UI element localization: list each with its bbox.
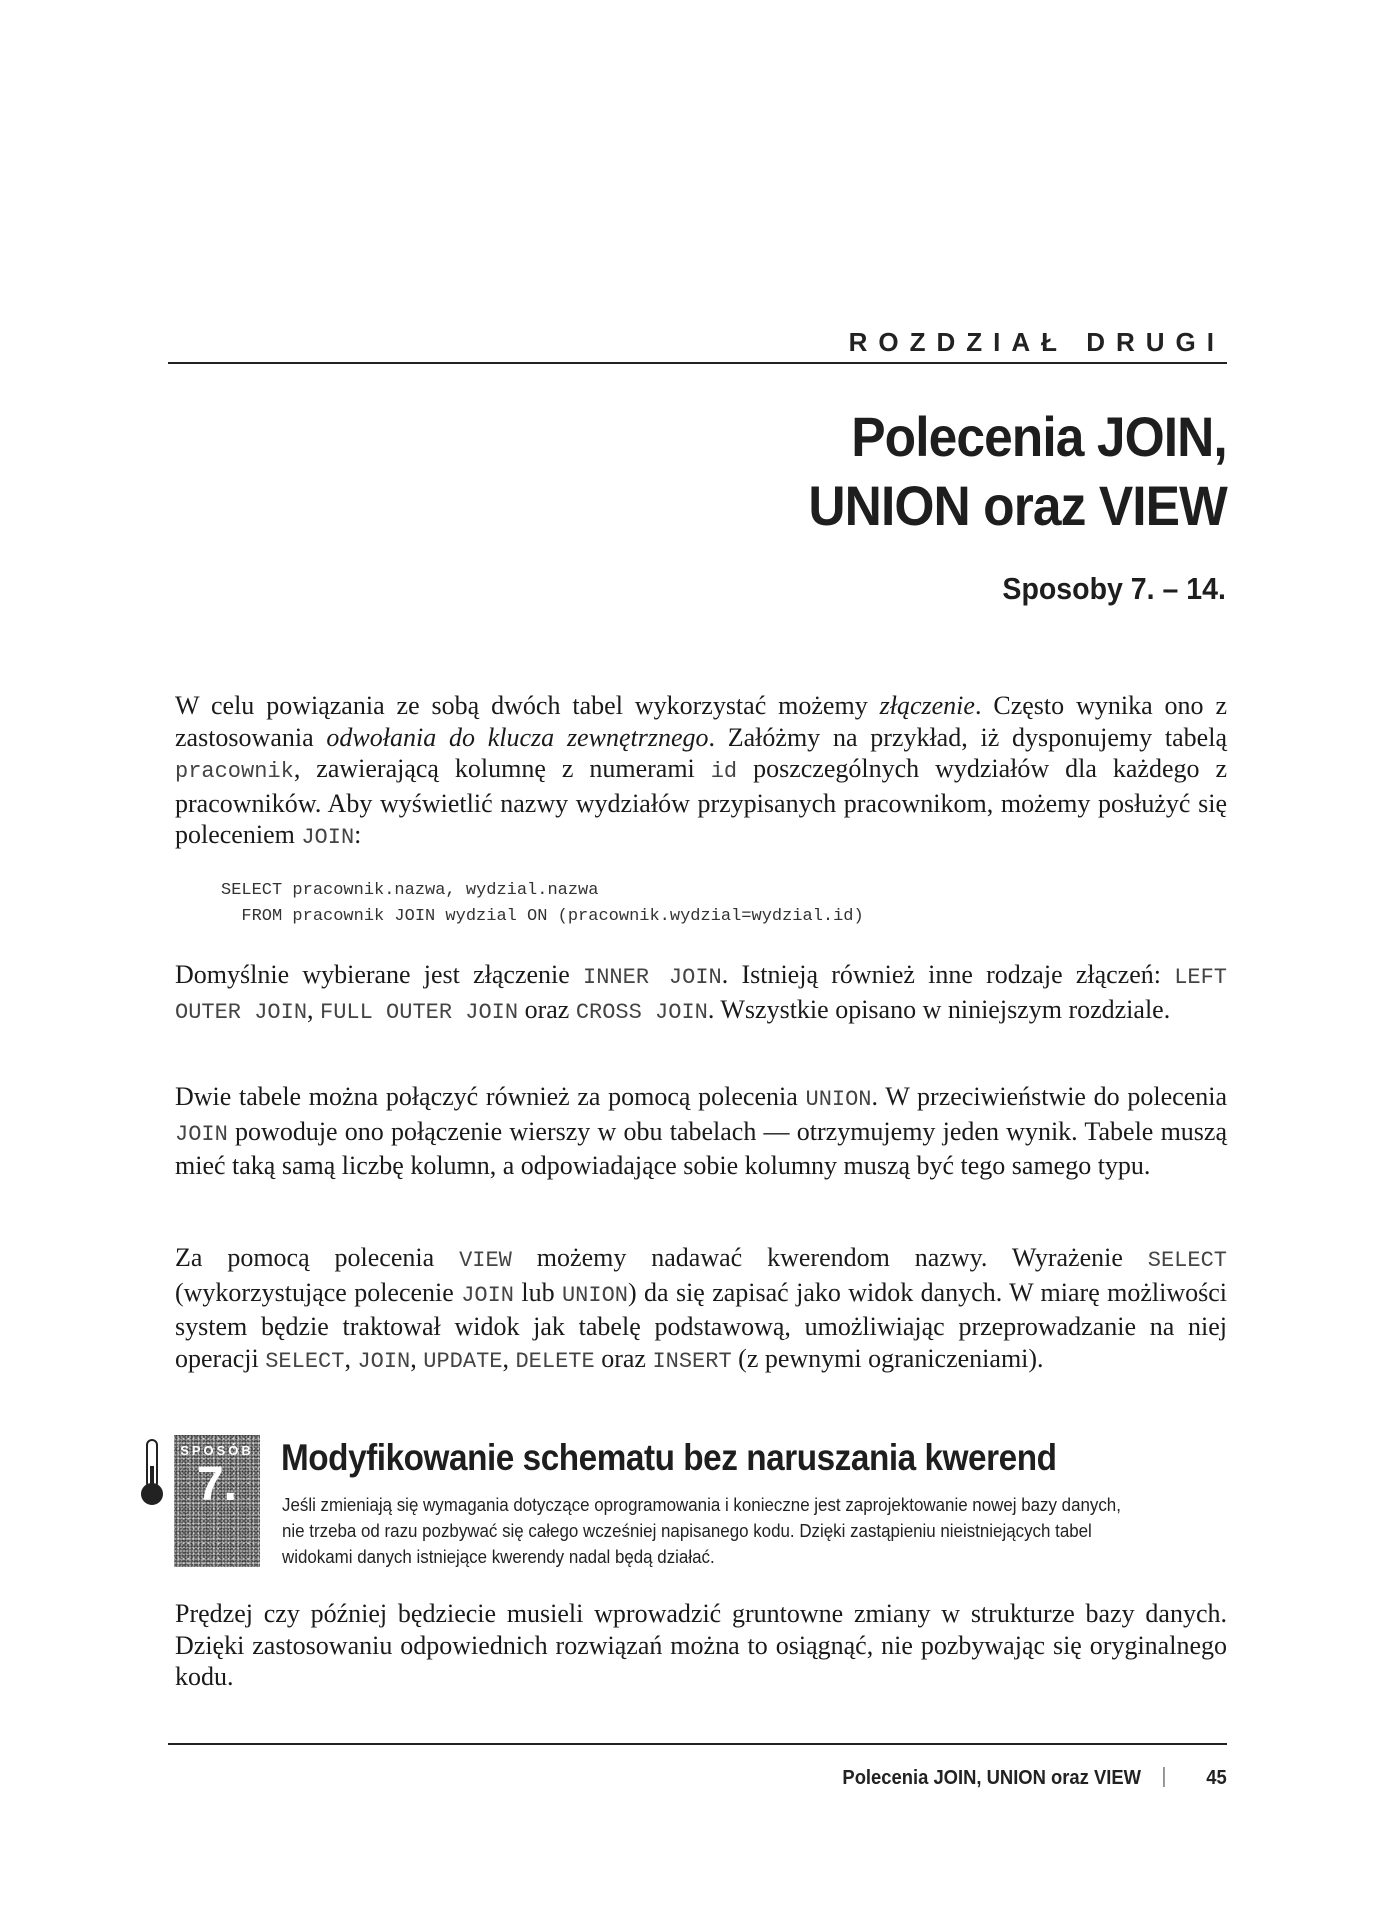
hack-description: Jeśli zmieniają się wymagania dotyczące oprogramowania i konieczne jest zaprojektowanie nowej bazy danych, nie trzeba od razu pozbywać się całego wcześniej napisanego kodu. Dzięki zastąpieniu nieistniejących tabel widokami danych istniejące kwerendy nadal będą działać.	[282, 1495, 1121, 1567]
text-run: powoduje ono połączenie wierszy w obu tabelach — otrzymujemy jeden wynik. Tabele muszą mieć taką samą liczbę kolumn, a odpowiadające sobie kolumny muszą być tego samego typu.	[175, 1116, 1227, 1180]
code-line: SELECT pracownik.nazwa, wydzial.nazwa	[221, 881, 599, 900]
text-run: oraz	[518, 994, 576, 1024]
inline-code: INNER JOIN	[583, 965, 722, 990]
chapter-title-line2: UNION oraz VIEW	[808, 474, 1227, 537]
text-run: poszczególnych wydziałów dla każdego z pracowników. Aby wyświetlić nazwy wydziałów przypisanych pracownikom, możemy posłużyć się poleceniem	[175, 754, 1227, 849]
inline-code: VIEW	[459, 1248, 512, 1273]
paragraph-schema: Prędzej czy później będziecie musieli wprowadzić gruntowne zmiany w strukturze bazy danych. Dzięki zastosowaniu odpowiednich rozwiązań można to osiągnąć, nie pozbywając się oryginalnego kodu.	[175, 1599, 1227, 1691]
inline-code: JOIN	[461, 1282, 514, 1308]
inline-code: JOIN	[301, 825, 355, 850]
footer-separator	[1163, 1767, 1164, 1787]
text-run: Dwie tabele można połączyć również za pomocą polecenia	[175, 1082, 806, 1111]
text-run: ,	[307, 994, 321, 1024]
inline-code: UNION	[805, 1087, 872, 1112]
text-run: ) da się zapisać jako widok danych. W miarę możliwości system będzie traktował widok jak tabelę podstawową, umożliwiając przeprowadzanie na niej operacji	[175, 1277, 1227, 1373]
text-run: . Często wynika ono z zastosowania	[175, 691, 1228, 752]
page-footer	[843, 1767, 1227, 1790]
inline-code: UNION	[561, 1282, 628, 1308]
inline-code: DELETE	[515, 1348, 595, 1374]
inline-code: id	[710, 759, 738, 784]
text-run: W celu powiązania ze sobą dwóch tabel wykorzystać możemy	[175, 691, 880, 720]
text-run: możemy nadawać kwerendom nazwy. Wyrażenie	[511, 1243, 1148, 1272]
inline-code: pracownik	[175, 759, 294, 784]
inline-code: JOIN	[357, 1348, 411, 1374]
chapter-title	[809, 402, 1227, 540]
badge-label: SPOSÓB	[180, 1443, 254, 1458]
hack-badge	[174, 1435, 260, 1567]
paragraph-view	[175, 1242, 1227, 1377]
header-divider	[168, 362, 1227, 364]
text-run: Domyślnie wybierane jest złączenie	[175, 960, 584, 989]
text-run: (wykorzystujące polecenie	[175, 1277, 462, 1307]
chapter-label: ROZDZIAŁ DRUGI	[848, 327, 1225, 357]
text-run: . Wszystkie opisano w niniejszym rozdziale.	[707, 994, 1171, 1024]
text-run: . Istnieją również inne rodzaje złączeń:	[721, 960, 1175, 989]
text-run: ,	[344, 1343, 358, 1373]
inline-code: INSERT	[652, 1348, 732, 1374]
inline-code: CROSS JOIN	[575, 999, 708, 1025]
text-run: ,	[502, 1343, 516, 1373]
inline-code: FULL OUTER JOIN	[320, 999, 519, 1025]
badge-number: 7.	[196, 1458, 238, 1511]
inline-code: SELECT	[1147, 1248, 1227, 1273]
code-line: FROM pracownik JOIN wydzial ON (pracownik.wydzial=wydzial.id)	[221, 907, 864, 926]
text-run: lub	[514, 1277, 562, 1307]
inline-code: JOIN	[175, 1121, 228, 1147]
paragraph-joins	[175, 959, 1227, 1028]
chapter-title-line1: Polecenia JOIN,	[851, 405, 1227, 468]
text-run: Za pomocą polecenia	[175, 1243, 460, 1272]
page-number: 45	[1206, 1767, 1227, 1789]
code-listing	[221, 878, 864, 930]
running-title: Polecenia JOIN, UNION oraz VIEW	[842, 1767, 1142, 1789]
text-run: (z pewnymi ograniczeniami).	[731, 1343, 1044, 1373]
emphasis: złączenie	[879, 691, 975, 720]
paragraph-union	[175, 1081, 1227, 1182]
thermometer-icon	[137, 1438, 167, 1508]
text-run: :	[354, 820, 362, 849]
inline-code: SELECT	[265, 1348, 345, 1374]
text-run: . Załóżmy na przykład, iż dysponujemy tabelą	[708, 722, 1227, 752]
emphasis: odwołania do klucza zewnętrznego	[326, 722, 709, 752]
chapter-subtitle: Sposoby 7. – 14.	[1002, 571, 1226, 606]
inline-code: LEFT OUTER JOIN	[175, 965, 1227, 1025]
hack-title: Modyfikowanie schematu bez naruszania kwerend	[281, 1437, 1057, 1478]
text-run: . W przeciwieństwie do polecenia	[871, 1082, 1227, 1111]
text-run: oraz	[594, 1343, 653, 1373]
intro-paragraph	[175, 690, 1227, 854]
text-run: , zawierającą kolumnę z numerami	[293, 754, 711, 783]
text-run: ,	[410, 1343, 424, 1373]
inline-code: UPDATE	[423, 1348, 503, 1374]
footer-divider	[168, 1743, 1227, 1745]
